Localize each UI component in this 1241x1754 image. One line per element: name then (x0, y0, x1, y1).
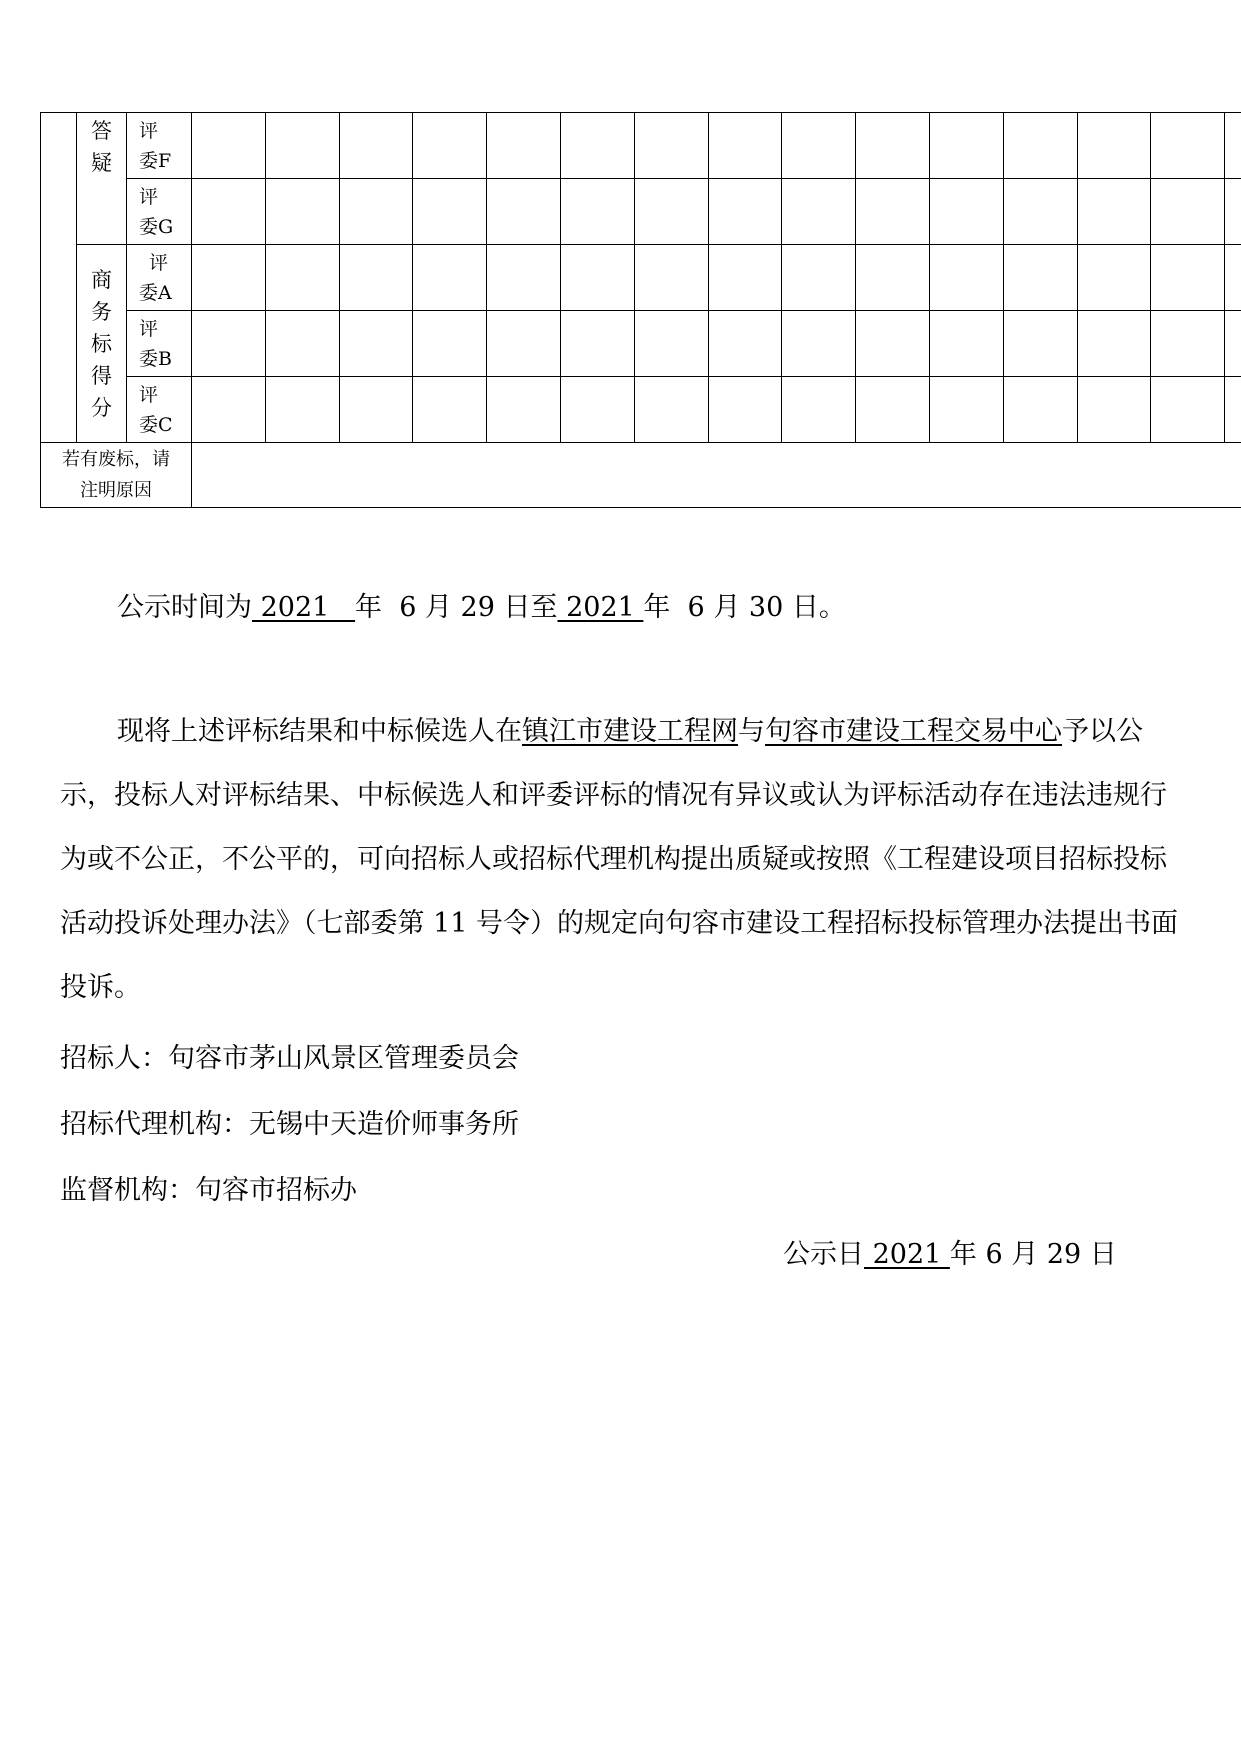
score-cell (1225, 179, 1241, 245)
score-cell (1003, 245, 1077, 311)
score-cell (339, 179, 413, 245)
judge-label: 评 委G (139, 185, 174, 238)
score-cell (929, 179, 1003, 245)
score-cell (487, 377, 561, 443)
score-cell (856, 245, 930, 311)
score-cell (560, 377, 634, 443)
table-row (41, 377, 1241, 443)
score-cell (265, 113, 339, 179)
score-cell (560, 179, 634, 245)
site-link-jurong: 句容市建设工程交易中心 (765, 716, 1062, 747)
outer-merged-cell (41, 113, 77, 443)
score-cell (413, 377, 487, 443)
score-cell (782, 311, 856, 377)
table-row (41, 245, 1241, 311)
group-business-cell (77, 245, 127, 443)
score-cell (192, 311, 266, 377)
agent-line: 招标代理机构：无锡中天造价师事务所 (60, 1109, 519, 1140)
score-cell (1225, 245, 1241, 311)
score-cell (487, 179, 561, 245)
score-cell (339, 113, 413, 179)
score-cell (192, 377, 266, 443)
disqualification-label: 若有废标，请 注明原因 (62, 449, 170, 501)
publication-date: 公示日 2021 年 6 月 29 日 (783, 1239, 1117, 1270)
judge-label-cell (127, 311, 192, 377)
judge-label: 评 委F (139, 119, 172, 172)
score-cell (1225, 311, 1241, 377)
score-cell (265, 245, 339, 311)
judge-label-cell (127, 179, 192, 245)
score-cell (634, 179, 708, 245)
score-cell (413, 179, 487, 245)
group-qa-label: 答 疑 (91, 119, 112, 175)
score-cell (782, 245, 856, 311)
score-cell (634, 113, 708, 179)
score-cell (782, 113, 856, 179)
tenderer-line: 招标人：句容市茅山风景区管理委员会 (60, 1043, 519, 1074)
group-business-label: 商 务 标 得 分 (91, 267, 112, 420)
score-cell (782, 377, 856, 443)
score-cell (1077, 179, 1151, 245)
score-cell (413, 245, 487, 311)
score-cell (1225, 113, 1241, 179)
score-cell (192, 113, 266, 179)
score-cell (487, 245, 561, 311)
score-cell (708, 377, 782, 443)
score-cell (560, 311, 634, 377)
supervisor-line: 监督机构：句容市招标办 (60, 1175, 357, 1206)
disqualification-label-cell (41, 443, 192, 508)
score-cell (1077, 377, 1151, 443)
score-cell (708, 245, 782, 311)
judge-label: 评 委A (139, 251, 172, 304)
score-cell (192, 179, 266, 245)
judge-label-cell (127, 377, 192, 443)
score-cell (339, 311, 413, 377)
table-row (41, 179, 1241, 245)
table-row (41, 311, 1241, 377)
score-cell (339, 377, 413, 443)
score-cell (929, 113, 1003, 179)
score-cell (634, 311, 708, 377)
score-cell (192, 245, 266, 311)
score-cell (265, 377, 339, 443)
judge-label-cell (127, 113, 192, 179)
score-cell (1151, 245, 1225, 311)
score-cell (708, 179, 782, 245)
score-cell (1077, 245, 1151, 311)
score-cell (487, 311, 561, 377)
score-cell (856, 179, 930, 245)
score-cell (634, 245, 708, 311)
judge-label-cell (127, 245, 192, 311)
score-cell (265, 311, 339, 377)
score-cell (929, 311, 1003, 377)
score-cell (1151, 311, 1225, 377)
score-cell (782, 179, 856, 245)
score-cell (1151, 377, 1225, 443)
score-cell (708, 311, 782, 377)
score-cell (413, 113, 487, 179)
score-cell (413, 311, 487, 377)
score-cell (929, 245, 1003, 311)
score-cell (1003, 113, 1077, 179)
table-row (41, 113, 1241, 179)
score-cell (339, 245, 413, 311)
score-table (40, 112, 1241, 508)
score-cell (560, 245, 634, 311)
judge-label: 评 委B (139, 317, 172, 370)
score-cell (560, 113, 634, 179)
score-cell (487, 113, 561, 179)
score-cell (708, 113, 782, 179)
score-cell (856, 377, 930, 443)
disqualification-reason-cell (192, 443, 1241, 508)
body-paragraph: 现将上述评标结果和中标候选人在镇江市建设工程网与句容市建设工程交易中心予以公示，投标人对评标结果、中标候选人和评委评标的情况有异议或认为评标活动存在违法违规行为或不公正，不公平的，可向招标人或招标代理机构提出质疑或按照《工程建设项目招标投标活动投诉处理办法》（七部委第 11 号令）的规定向句容市建设工程招标投标管理办法提出书面投诉。 (60, 716, 1179, 1003)
score-cell (634, 377, 708, 443)
score-cell (1077, 113, 1151, 179)
judge-label: 评 委C (139, 383, 173, 436)
group-qa-cell (77, 113, 127, 245)
score-cell (856, 113, 930, 179)
score-cell (1077, 311, 1151, 377)
score-cell (1225, 377, 1241, 443)
table-row (41, 443, 1241, 508)
score-cell (856, 311, 930, 377)
site-link-zhenjiang: 镇江市建设工程网 (522, 716, 738, 747)
score-cell (929, 377, 1003, 443)
score-cell (1003, 179, 1077, 245)
score-cell (265, 179, 339, 245)
score-cell (1003, 311, 1077, 377)
score-cell (1151, 179, 1225, 245)
publicity-period: 公示时间为 2021 年 6 月 29 日至 2021 年 6 月 30 日。 (117, 592, 846, 623)
score-cell (1151, 113, 1225, 179)
score-cell (1003, 377, 1077, 443)
